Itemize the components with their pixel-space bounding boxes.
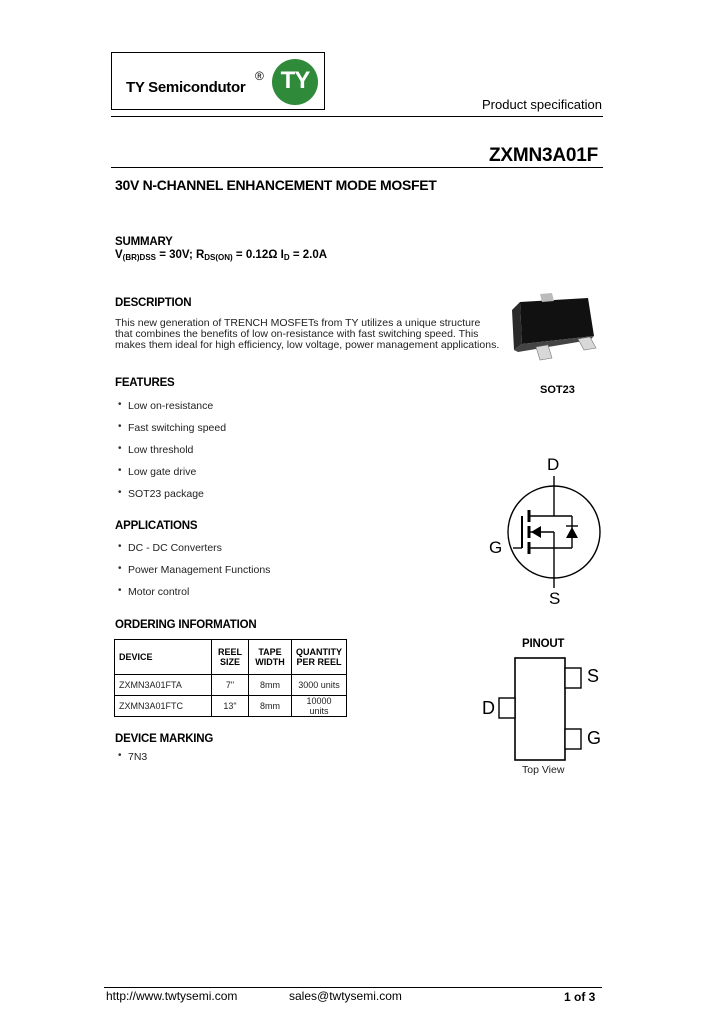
footer-website[interactable]: http://www.twtysemi.com (106, 989, 238, 1003)
cell-device: ZXMN3A01FTA (115, 675, 212, 696)
application-item: • Motor control (118, 585, 190, 598)
summary-i-value: = 2.0A (289, 249, 328, 261)
applications-heading: APPLICATIONS (115, 520, 198, 532)
mosfet-schematic-symbol (486, 454, 616, 610)
pinout-heading: PINOUT (522, 638, 565, 650)
column-header-reel-size: REEL SIZE (212, 640, 249, 675)
company-logo-box (111, 52, 325, 110)
ty-logo-text: TY (280, 67, 310, 94)
drain-label: D (547, 455, 560, 474)
footer-email[interactable]: sales@twtysemi.com (289, 989, 402, 1003)
page-number: 1 of 3 (564, 990, 596, 1004)
feature-label: Low threshold (128, 444, 194, 456)
application-label: DC - DC Converters (128, 542, 222, 554)
summary-v-sub: (BR)DSS (122, 253, 157, 262)
summary-v-value: = 30V; R (156, 249, 205, 261)
cell-quantity: 10000 units (292, 696, 347, 717)
application-item: • Power Management Functions (118, 563, 271, 576)
gate-label: G (489, 538, 503, 557)
package-label: SOT23 (540, 384, 575, 396)
description-line: This new generation of TRENCH MOSFETs from TY utilizes a unique structure (115, 317, 481, 329)
pin-d-label: D (482, 698, 495, 718)
registered-mark: ® (255, 69, 264, 83)
header-divider (111, 116, 603, 117)
feature-label: Low on-resistance (128, 400, 214, 412)
part-number-title: ZXMN3A01F (489, 145, 599, 166)
table-row (115, 675, 347, 696)
cell-reel-size: 7" (212, 675, 249, 696)
pin-g-label: G (587, 728, 602, 748)
cell-reel-size: 13" (212, 696, 249, 717)
marking-heading: DEVICE MARKING (115, 733, 214, 745)
column-header-device: DEVICE (115, 640, 212, 675)
marking-label: 7N3 (128, 751, 148, 763)
product-specification-label: Product specification (482, 97, 602, 112)
feature-item: • Low threshold (118, 443, 194, 456)
description-line: makes them ideal for high efficiency, low voltage, power management applications. (115, 339, 500, 351)
application-label: Motor control (128, 586, 190, 598)
features-heading: FEATURES (115, 377, 175, 389)
description-line: that combines the benefits of low on-resistance with fast switching speed. This (115, 328, 479, 340)
feature-label: SOT23 package (128, 488, 204, 500)
feature-item: • Fast switching speed (118, 421, 227, 434)
pin-s-label: S (587, 666, 600, 686)
cell-quantity: 3000 units (292, 675, 347, 696)
marking-item: • 7N3 (118, 750, 148, 763)
footer-divider (104, 987, 602, 988)
summary-r-value: = 0.12Ω I (232, 249, 284, 261)
ty-logo-badge (272, 59, 318, 105)
column-header-quantity: QUANTITY PER REEL (292, 640, 347, 675)
summary-specs (115, 249, 327, 262)
cell-tape-width: 8mm (249, 675, 292, 696)
description-text (115, 317, 500, 351)
title-divider (111, 167, 603, 168)
cell-tape-width: 8mm (249, 696, 292, 717)
table-row (115, 696, 347, 717)
cell-device: ZXMN3A01FTC (115, 696, 212, 717)
pinout-diagram (495, 655, 585, 765)
table-header-row (115, 640, 347, 675)
summary-heading: SUMMARY (115, 236, 173, 248)
source-label: S (549, 589, 561, 608)
feature-item: • SOT23 package (118, 487, 204, 500)
summary-i-sub: D (283, 253, 290, 262)
description-heading: DESCRIPTION (115, 297, 192, 309)
top-view-label: Top View (522, 764, 565, 776)
feature-label: Low gate drive (128, 466, 197, 478)
feature-item: • Low on-resistance (118, 399, 214, 412)
summary-v-label: V (115, 249, 123, 261)
ordering-table (114, 639, 347, 717)
application-label: Power Management Functions (128, 564, 271, 576)
feature-item: • Low gate drive (118, 465, 197, 478)
sot23-package-image (500, 292, 605, 364)
column-header-tape-width: TAPE WIDTH (249, 640, 292, 675)
company-name: TY Semicondutor (126, 79, 246, 96)
application-item: • DC - DC Converters (118, 541, 222, 554)
device-subtitle: 30V N-CHANNEL ENHANCEMENT MODE MOSFET (115, 177, 437, 193)
summary-r-sub: DS(ON) (204, 253, 233, 262)
feature-label: Fast switching speed (128, 422, 227, 434)
ordering-heading: ORDERING INFORMATION (115, 619, 257, 631)
